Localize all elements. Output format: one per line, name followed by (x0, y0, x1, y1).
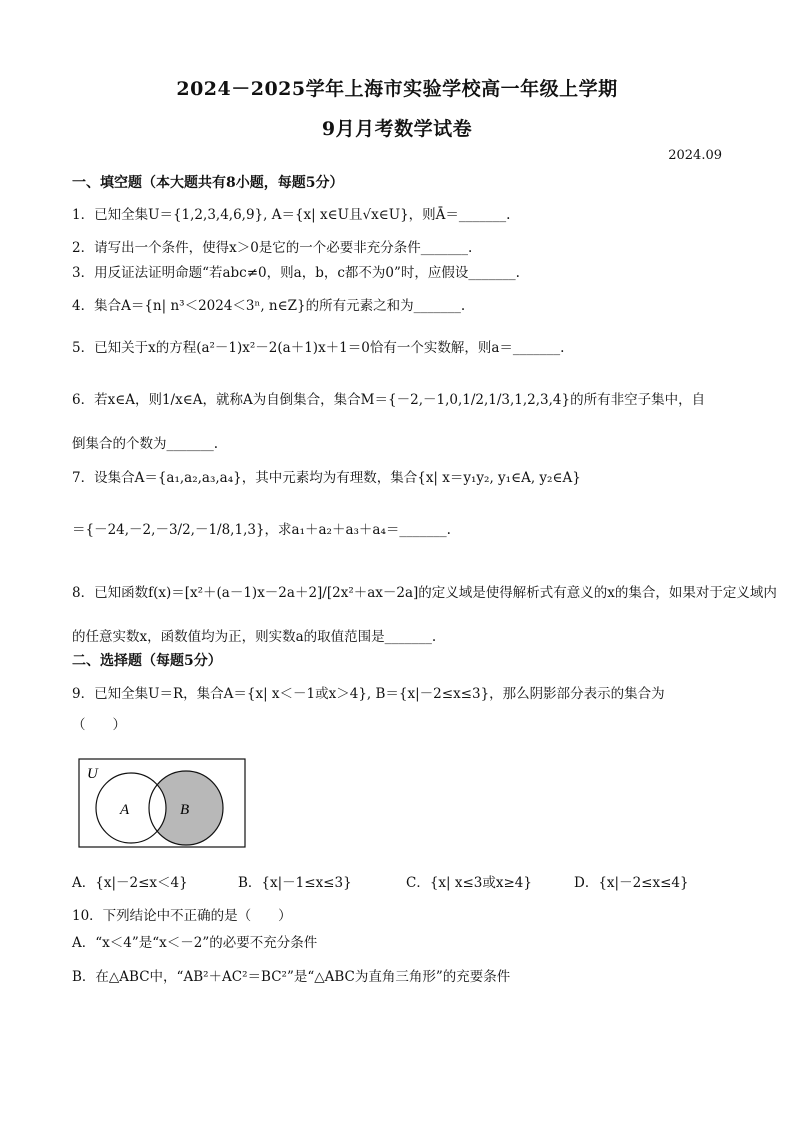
set-b-label: B (180, 802, 190, 818)
question-9-options (72, 873, 689, 893)
question-9-option-d[interactable]: D．{x|－2≤x≤4} (574, 875, 689, 891)
question-5: 5．已知关于x的方程(a²－1)x²－2(a＋1)x＋1＝0恰有一个实数解，则a＝_______. (72, 340, 565, 356)
question-9-option-a[interactable]: A．{x|－2≤x＜4} (72, 875, 188, 891)
question-10-option-a[interactable]: A．“x＜4”是“x＜－2”的必要不充分条件 (72, 935, 318, 951)
section-fill-in-heading: 一、填空题（本大题共有8小题，每题5分） (72, 175, 344, 191)
question-7-line1: 7．设集合A＝{a₁,a₂,a₃,a₄}，其中元素均为有理数，集合{x| x＝y₁y₂, y₁∈A, y₂∈A} (72, 470, 581, 486)
question-6-line1: 6．若x∈A，则1/x∈A，就称A为自倒集合，集合M＝{－2,－1,0,1/2,1/3,1,2,3,4}的所有非空子集中，自 (72, 392, 706, 408)
question-10-option-b[interactable]: B．在△ABC中，“AB²＋AC²＝BC²”是“△ABC为直角三角形”的充要条件 (72, 969, 511, 985)
question-8-line1: 8．已知函数f(x)＝[x²＋(a－1)x－2a＋2]/[2x²＋ax－2a]的定义域是使得解析式有意义的x的集合，如果对于定义域内 (72, 585, 777, 601)
set-a-label: A (120, 802, 130, 818)
exam-title-line1: 2024－2025学年上海市实验学校高一年级上学期 (176, 78, 618, 100)
question-2: 2．请写出一个条件，使得x＞0是它的一个必要非充分条件_______. (72, 240, 473, 256)
question-8-line2: 的任意实数x，函数值均为正，则实数a的取值范围是_______. (72, 629, 437, 645)
question-9-option-b[interactable]: B．{x|－1≤x≤3} (238, 875, 352, 891)
question-9-line2: （ ） (72, 717, 126, 733)
question-9-line1: 9．已知全集U＝R，集合A＝{x| x＜－1或x＞4}, B＝{x|－2≤x≤3}，那么阴影部分表示的集合为 (72, 686, 665, 702)
question-3: 3．用反证法证明命题“若abc≠0，则a，b，c都不为0”时，应假设_______. (72, 265, 520, 281)
question-7-line2: ＝{－24,－2,－3/2,－1/8,1,3}，求a₁＋a₂＋a₃＋a₄＝_______. (72, 522, 451, 538)
exam-date: 2024.09 (668, 148, 722, 163)
universal-set-label: U (87, 766, 98, 782)
question-6-line2: 倒集合的个数为_______. (72, 436, 219, 452)
question-9-option-c[interactable]: C．{x| x≤3或x≥4} (406, 875, 532, 891)
exam-title-line2: 9月月考数学试卷 (321, 118, 473, 140)
venn-diagram (78, 758, 248, 850)
question-10-stem: 10．下列结论中不正确的是（ ） (72, 908, 292, 924)
question-1: 1．已知全集U＝{1,2,3,4,6,9}, A＝{x| x∈U且√x∈U}，则Ā＝_______. (72, 207, 511, 223)
section-choice-heading: 二、选择题（每题5分） (72, 653, 222, 669)
question-4: 4．集合A＝{n| n³＜2024＜3ⁿ, n∈Z}的所有元素之和为_______. (72, 298, 466, 314)
